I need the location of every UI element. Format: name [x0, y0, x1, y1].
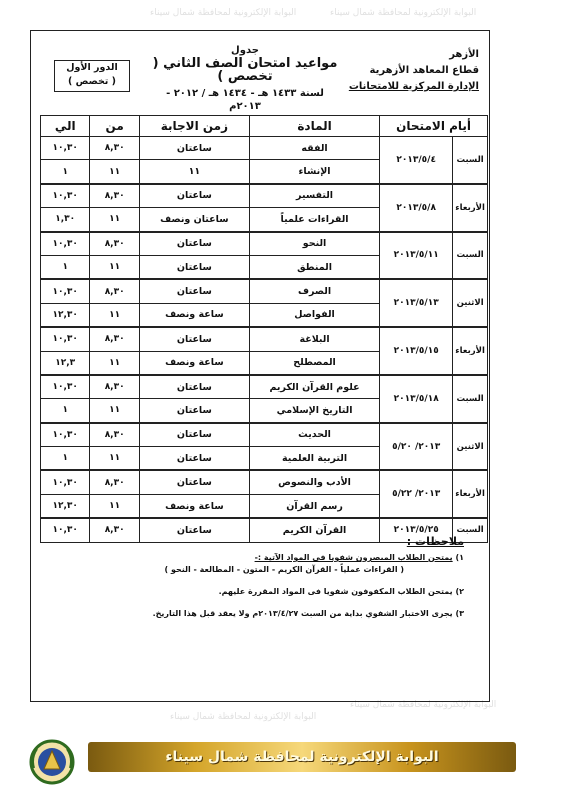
end-time-cell: ١٠,٣٠	[41, 137, 90, 160]
subject-cell: علوم القرآن الكريم	[249, 375, 379, 399]
academic-year: لسنة ١٤٣٣ هـ - ١٤٣٤ هـ / ٢٠١٢ - ٢٠١٣م	[166, 88, 324, 112]
start-time-cell: ٨,٣٠	[90, 232, 139, 256]
subject-cell: التاريخ الإسلامي	[249, 399, 379, 423]
end-time-cell: ١٠,٣٠	[41, 232, 90, 256]
start-time-cell: ٨,٣٠	[90, 470, 139, 494]
duration-cell: ساعتان ونصف	[139, 208, 249, 232]
col-header-subject: المادة	[249, 116, 379, 137]
duration-cell: ساعة ونصف	[139, 494, 249, 518]
start-time-cell: ١١	[90, 494, 139, 518]
subject-cell: القراءات علمياً	[249, 208, 379, 232]
note-text: يجرى الاختبار الشفوي بداية من السبت ٢٠١٣/٤/٢٧م ولا يعقد قبل هذا التاريخ.	[152, 609, 453, 618]
duration-cell: ساعتان	[139, 327, 249, 351]
doc-subtitle: مواعيد امتحان الصف الثاني ( تخصص )	[152, 56, 338, 84]
watermark: البوابة الإلكترونية لمحافظة شمال سيناء	[350, 700, 497, 710]
note-1-subjects: ( القراءات عملياً - القرآن الكريم - المتون - المطالعة - النحو )	[164, 565, 404, 574]
subject-cell: المنطق	[249, 255, 379, 279]
exam-date-cell: ٢٠١٣/٥/١٨	[380, 375, 453, 423]
table-row	[41, 279, 488, 303]
portal-banner: البوابة الإلكترونية لمحافظة شمال سيناء	[88, 742, 516, 772]
start-time-cell: ٨,٣٠	[90, 137, 139, 160]
end-time-cell: ١٠,٣٠	[41, 279, 90, 303]
exam-day-cell: السبت	[453, 232, 488, 280]
duration-cell: ساعتان	[139, 470, 249, 494]
start-time-cell: ٨,٣٠	[90, 518, 139, 542]
institution-line-1: الأزهر	[449, 49, 479, 60]
start-time-cell: ١١	[90, 351, 139, 375]
end-time-cell: ١٢,٣٠	[41, 494, 90, 518]
note-text: يمتحن الطلاب المبصرون شفويا فى المواد الآتية :-	[254, 553, 453, 562]
end-time-cell: ١٠,٣٠	[41, 375, 90, 399]
col-header-days: أيام الامتحان	[380, 116, 488, 137]
institution-line-2: قطاع المعاهد الأزهرية	[369, 65, 479, 76]
exam-day-cell: الاثنين	[453, 279, 488, 327]
start-time-cell: ١١	[90, 255, 139, 279]
note-number: ١)	[455, 553, 464, 562]
exam-date-cell: ٢٠١٣/٥/٤	[380, 137, 453, 184]
exam-day-cell: الاثنين	[453, 423, 488, 471]
subject-cell: التفسير	[249, 184, 379, 208]
duration-cell: ساعتان	[139, 423, 249, 447]
subject-cell: الأدب والنصوص	[249, 470, 379, 494]
duration-cell: ١١	[139, 160, 249, 184]
watermark: البوابة الإلكترونية لمحافظة شمال سيناء	[170, 712, 317, 722]
start-time-cell: ٨,٣٠	[90, 375, 139, 399]
col-header-from: من	[90, 116, 139, 137]
note-1	[40, 552, 464, 564]
table-row	[41, 327, 488, 351]
table-row	[41, 375, 488, 399]
duration-cell: ساعتان	[139, 279, 249, 303]
exam-day-cell: السبت	[453, 137, 488, 184]
exam-date-cell: ٢٠١٣/٥/١١	[380, 232, 453, 280]
subject-cell: الإنشاء	[249, 160, 379, 184]
end-time-cell: ١٠,٣٠	[41, 470, 90, 494]
exam-day-cell: الأربعاء	[453, 470, 488, 518]
exam-date-cell: ٢٠١٣/٥/١٥	[380, 327, 453, 375]
note-3	[40, 608, 464, 620]
duration-cell: ساعتان	[139, 255, 249, 279]
duration-cell: ساعتان	[139, 375, 249, 399]
note-number: ٢)	[455, 587, 464, 596]
duration-cell: ساعة ونصف	[139, 303, 249, 327]
duration-cell: ساعة ونصف	[139, 351, 249, 375]
start-time-cell: ٨,٣٠	[90, 423, 139, 447]
notes-section	[40, 536, 464, 620]
duration-cell: ساعتان	[139, 232, 249, 256]
institution-line-3: الإدارة المركزية للامتحانات	[348, 81, 479, 92]
duration-cell: ساعتان	[139, 184, 249, 208]
notes-title: ملاحظات :	[406, 535, 464, 548]
exam-date-cell: ٢٠١٣/٥/١٣	[380, 279, 453, 327]
subject-cell: الصرف	[249, 279, 379, 303]
table-row	[41, 423, 488, 447]
institution-header	[329, 48, 479, 96]
subject-cell: رسم القرآن	[249, 494, 379, 518]
start-time-cell: ٨,٣٠	[90, 279, 139, 303]
exam-date-cell: ٢٠١٣/٥/٨	[380, 184, 453, 232]
governorate-emblem-icon	[28, 738, 76, 786]
col-header-duration: زمن الاجابة	[139, 116, 249, 137]
end-time-cell: ١٢,٣٠	[41, 303, 90, 327]
end-time-cell: ١,٣٠	[41, 208, 90, 232]
subject-cell: المصطلح	[249, 351, 379, 375]
subject-cell: الفقه	[249, 137, 379, 160]
start-time-cell: ١١	[90, 399, 139, 423]
subject-cell: النحو	[249, 232, 379, 256]
exam-day-cell: الأربعاء	[453, 184, 488, 232]
note-2	[40, 586, 464, 598]
col-header-to: الي	[41, 116, 90, 137]
end-time-cell: ١	[41, 160, 90, 184]
table-header-row	[41, 116, 488, 137]
start-time-cell: ١١	[90, 447, 139, 471]
duration-cell: ساعتان	[139, 137, 249, 160]
subject-cell: الفواصل	[249, 303, 379, 327]
round-type: ( تخصص )	[67, 76, 117, 87]
exam-day-cell: السبت	[453, 375, 488, 423]
exam-date-cell: ٢٠١٣/ ٥/٢٢	[380, 470, 453, 518]
exam-schedule-table	[40, 115, 488, 543]
exam-date-cell: ٢٠١٣/٥/٢٥	[380, 518, 453, 542]
document-title-block	[150, 44, 340, 113]
table-row	[41, 470, 488, 494]
duration-cell: ساعتان	[139, 447, 249, 471]
duration-cell: ساعتان	[139, 399, 249, 423]
table-row	[41, 184, 488, 208]
note-number: ٣)	[455, 609, 464, 618]
table-row	[41, 137, 488, 160]
start-time-cell: ٨,٣٠	[90, 327, 139, 351]
start-time-cell: ١١	[90, 303, 139, 327]
start-time-cell: ١١	[90, 208, 139, 232]
end-time-cell: ١٠,٣٠	[41, 327, 90, 351]
table-row	[41, 232, 488, 256]
end-time-cell: ١٠,٣٠	[41, 184, 90, 208]
subject-cell: التربية العلمية	[249, 447, 379, 471]
exam-date-cell: ٢٠١٣/ ٥/٢٠	[380, 423, 453, 471]
exam-round-box	[54, 60, 130, 92]
start-time-cell: ١١	[90, 160, 139, 184]
exam-day-cell: السبت	[453, 518, 488, 542]
subject-cell: الحديث	[249, 423, 379, 447]
start-time-cell: ٨,٣٠	[90, 184, 139, 208]
end-time-cell: ١	[41, 399, 90, 423]
end-time-cell: ١	[41, 447, 90, 471]
note-text: يمتحن الطلاب المكفوفون شفويا فى المواد المقررة عليهم.	[218, 587, 453, 596]
end-time-cell: ١	[41, 255, 90, 279]
end-time-cell: ١٠,٣٠	[41, 423, 90, 447]
round-label: الدور الأول	[66, 62, 118, 73]
subject-cell: القرآن الكريم	[249, 518, 379, 542]
end-time-cell: ١٠,٣٠	[41, 518, 90, 542]
end-time-cell: ١٢,٣	[41, 351, 90, 375]
watermark: البوابة الإلكترونية لمحافظة شمال سيناء	[150, 8, 297, 18]
duration-cell: ساعتان	[139, 518, 249, 542]
doc-title: جدول	[231, 45, 259, 56]
exam-day-cell: الأربعاء	[453, 327, 488, 375]
watermark: البوابة الإلكترونية لمحافظة شمال سيناء	[330, 8, 477, 18]
subject-cell: البلاغة	[249, 327, 379, 351]
